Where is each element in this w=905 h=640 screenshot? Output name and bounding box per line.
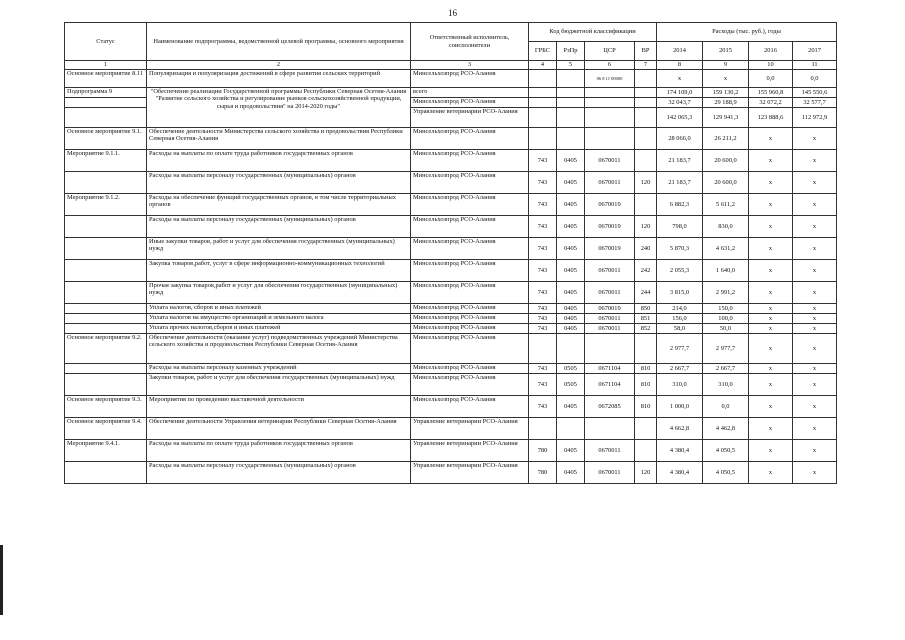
cell-executor: Минсельхозпрод РСО-Алания: [411, 314, 529, 324]
cell-2014: 2 667,7: [657, 364, 703, 374]
cell-rzpr: [557, 70, 585, 88]
cell-rzpr: [557, 418, 585, 440]
cell-2014: 4 380,4: [657, 462, 703, 484]
cell-2014: 4 380,4: [657, 440, 703, 462]
table-row: [65, 396, 837, 418]
table-body: [65, 61, 837, 484]
cell-executor: Минсельхозпрод РСО-Алания: [411, 128, 529, 150]
table-row: [65, 282, 837, 304]
column-index: 3: [411, 61, 529, 70]
cell-name: Расходы на обеспечение функций государственных органов, в том числе территориальных органов: [147, 194, 411, 216]
cell-2014: 5 870,3: [657, 238, 703, 260]
cell-2016: х: [749, 128, 793, 150]
cell-csr: 0670019: [585, 238, 635, 260]
cell-status: Основное мероприятие 9.2.: [65, 334, 147, 364]
cell-grbs: [529, 334, 557, 364]
header-grbs: ГРБС: [529, 42, 557, 61]
cell-vr: 810: [635, 364, 657, 374]
cell-2014: 214,0: [657, 304, 703, 314]
cell-executor: Управление ветеринарии РСО-Алания: [411, 418, 529, 440]
cell-grbs: 743: [529, 172, 557, 194]
cell-2015: 26 211,2: [703, 128, 749, 150]
cell-2017: х: [793, 364, 837, 374]
cell-vr: 852: [635, 324, 657, 334]
page-number: 16: [448, 8, 457, 18]
cell-grbs: 743: [529, 150, 557, 172]
cell-2017: 112 972,9: [793, 108, 837, 128]
cell-csr: 0670011: [585, 150, 635, 172]
cell-2015: х: [703, 70, 749, 88]
table-row: [65, 314, 837, 324]
cell-2016: х: [749, 150, 793, 172]
cell-status: [65, 108, 147, 128]
table-row: [65, 260, 837, 282]
cell-rzpr: 0505: [557, 364, 585, 374]
cell-2014: 2 055,3: [657, 260, 703, 282]
cell-executor: Управление ветеринарии РСО-Алания: [411, 108, 529, 128]
cell-2017: х: [793, 418, 837, 440]
cell-csr: [585, 98, 635, 108]
cell-rzpr: [557, 108, 585, 128]
header-year-2016: 2016: [749, 42, 793, 61]
cell-status: [65, 282, 147, 304]
cell-2015: 20 600,0: [703, 150, 749, 172]
cell-2017: х: [793, 172, 837, 194]
cell-2014: 21 183,7: [657, 150, 703, 172]
cell-rzpr: [557, 334, 585, 364]
cell-executor: Минсельхозпрод РСО-Алания: [411, 304, 529, 314]
cell-name: Уплата налогов на имущество организаций и земельного налога: [147, 314, 411, 324]
cell-2016: х: [749, 304, 793, 314]
cell-2015: 150,0: [703, 304, 749, 314]
cell-2015: 4 050,5: [703, 462, 749, 484]
cell-2015: 4 631,2: [703, 238, 749, 260]
cell-2016: х: [749, 216, 793, 238]
cell-2016: х: [749, 440, 793, 462]
cell-executor: Минсельхозпрод РСО-Алания: [411, 324, 529, 334]
cell-2017: х: [793, 314, 837, 324]
table-row: [65, 128, 837, 150]
cell-grbs: 743: [529, 260, 557, 282]
cell-csr: [585, 128, 635, 150]
cell-vr: 120: [635, 462, 657, 484]
table-row: [65, 324, 837, 334]
cell-2016: х: [749, 364, 793, 374]
cell-2015: 4 462,8: [703, 418, 749, 440]
cell-csr: 0672085: [585, 396, 635, 418]
cell-2017: х: [793, 282, 837, 304]
cell-2014: 1 000,0: [657, 396, 703, 418]
cell-status: [65, 260, 147, 282]
cell-name: Популяризация и популяризация достижений в сфере развития сельских территорий: [147, 70, 411, 88]
cell-csr: 0670011: [585, 314, 635, 324]
cell-executor: Минсельхозпрод РСО-Алания: [411, 282, 529, 304]
cell-grbs: [529, 128, 557, 150]
cell-2014: х: [657, 70, 703, 88]
cell-csr: 0670019: [585, 304, 635, 314]
cell-csr: 0670019: [585, 216, 635, 238]
cell-status: Основное мероприятие 9.4.: [65, 418, 147, 440]
cell-2015: 20 600,0: [703, 172, 749, 194]
cell-csr: 0671104: [585, 364, 635, 374]
cell-grbs: 743: [529, 238, 557, 260]
cell-2017: х: [793, 150, 837, 172]
cell-rzpr: 0405: [557, 440, 585, 462]
cell-status: [65, 172, 147, 194]
cell-2016: 32 072,2: [749, 98, 793, 108]
cell-2014: 32 043,7: [657, 98, 703, 108]
cell-rzpr: 0405: [557, 238, 585, 260]
cell-2015: 2 991,2: [703, 282, 749, 304]
cell-2014: 798,0: [657, 216, 703, 238]
cell-rzpr: [557, 128, 585, 150]
column-index: 1: [65, 61, 147, 70]
cell-2015: 29 188,9: [703, 98, 749, 108]
cell-rzpr: 0405: [557, 324, 585, 334]
table-row: [65, 304, 837, 314]
cell-2017: х: [793, 304, 837, 314]
column-index: 8: [657, 61, 703, 70]
cell-2017: х: [793, 334, 837, 364]
column-index: 7: [635, 61, 657, 70]
table-row: [65, 364, 837, 374]
cell-grbs: [529, 70, 557, 88]
cell-vr: [635, 98, 657, 108]
cell-csr: 06 8 11 00000: [585, 70, 635, 88]
cell-2016: х: [749, 194, 793, 216]
cell-status: [65, 364, 147, 374]
header-year-2017: 2017: [793, 42, 837, 61]
cell-csr: 0670011: [585, 324, 635, 334]
cell-grbs: [529, 418, 557, 440]
cell-2014: 174 109,0: [657, 88, 703, 98]
cell-status: [65, 304, 147, 314]
cell-rzpr: 0405: [557, 216, 585, 238]
cell-2014: 3 815,0: [657, 282, 703, 304]
cell-vr: [635, 128, 657, 150]
cell-csr: 0670011: [585, 462, 635, 484]
cell-2016: х: [749, 374, 793, 396]
cell-2017: х: [793, 324, 837, 334]
cell-2015: 5 611,2: [703, 194, 749, 216]
header-expenses: Расходы (тыс. руб.), годы: [657, 23, 837, 42]
cell-vr: [635, 108, 657, 128]
cell-name: Обеспечение деятельности (оказание услуг) подведомственных учреждений Министерства сельского хозяйства и продовольствия Республики Северная Осетия-Алания: [147, 334, 411, 364]
cell-csr: 0670011: [585, 172, 635, 194]
cell-vr: [635, 150, 657, 172]
cell-2016: х: [749, 334, 793, 364]
cell-executor: Управление ветеринарии РСО-Алания: [411, 440, 529, 462]
cell-vr: [635, 194, 657, 216]
cell-2015: 2 977,7: [703, 334, 749, 364]
cell-status: [65, 216, 147, 238]
cell-2016: 0,0: [749, 70, 793, 88]
cell-name: Расходы на выплаты персоналу государственных (муниципальных) органов: [147, 216, 411, 238]
cell-2017: х: [793, 216, 837, 238]
cell-grbs: [529, 108, 557, 128]
cell-status: [65, 462, 147, 484]
header-vr: ВР: [635, 42, 657, 61]
cell-2015: 4 050,5: [703, 440, 749, 462]
cell-executor: Минсельхозпрод РСО-Алания: [411, 98, 529, 108]
cell-status: Подпрограмма 9: [65, 88, 147, 98]
table-row: [65, 238, 837, 260]
cell-executor: Минсельхозпрод РСО-Алания: [411, 364, 529, 374]
table-row: [65, 462, 837, 484]
cell-grbs: 743: [529, 314, 557, 324]
cell-name: Расходы на выплаты по оплате труда работников государственных органов: [147, 150, 411, 172]
cell-2016: х: [749, 172, 793, 194]
table-row: [65, 334, 837, 364]
cell-2016: х: [749, 418, 793, 440]
cell-rzpr: [557, 88, 585, 98]
cell-2015: 50,0: [703, 324, 749, 334]
header-name: Наименование подпрограммы, ведомственной целевой программы, основного мероприятия: [147, 23, 411, 61]
cell-name: Обеспечение деятельности Министерства сельского хозяйства и продовольствия Республики Северная Осетия-Алания: [147, 128, 411, 150]
column-index: 2: [147, 61, 411, 70]
cell-executor: Минсельхозпрод РСО-Алания: [411, 374, 529, 396]
cell-csr: [585, 88, 635, 98]
cell-2017: х: [793, 194, 837, 216]
cell-status: Основное мероприятие 9.3.: [65, 396, 147, 418]
cell-grbs: 743: [529, 396, 557, 418]
cell-2014: 4 662,8: [657, 418, 703, 440]
cell-vr: 120: [635, 172, 657, 194]
cell-2017: 145 550,6: [793, 88, 837, 98]
cell-2015: 2 667,7: [703, 364, 749, 374]
cell-2017: х: [793, 260, 837, 282]
cell-csr: 0670019: [585, 194, 635, 216]
cell-rzpr: 0505: [557, 374, 585, 396]
scan-edge-mark: [0, 545, 3, 615]
cell-grbs: 743: [529, 364, 557, 374]
cell-executor: Минсельхозпрод РСО-Алания: [411, 238, 529, 260]
cell-executor: Минсельхозпрод РСО-Алания: [411, 150, 529, 172]
table-row: [65, 374, 837, 396]
column-index: 10: [749, 61, 793, 70]
header-executor: Ответственный исполнитель, соисполнители: [411, 23, 529, 61]
cell-csr: 0670011: [585, 260, 635, 282]
cell-vr: 810: [635, 374, 657, 396]
cell-name: Уплата прочих налогов,сборов и иных платежей: [147, 324, 411, 334]
cell-name: Расходы на выплаты персоналу казенных учреждений: [147, 364, 411, 374]
column-index: 5: [557, 61, 585, 70]
cell-2014: 310,0: [657, 374, 703, 396]
table-row: [65, 418, 837, 440]
cell-status: Основное мероприятие 9.1.: [65, 128, 147, 150]
cell-2016: х: [749, 238, 793, 260]
cell-vr: 120: [635, 216, 657, 238]
cell-2015: 100,0: [703, 314, 749, 324]
cell-rzpr: 0405: [557, 260, 585, 282]
cell-executor: Управление ветеринарии РСО-Алания: [411, 462, 529, 484]
cell-vr: [635, 70, 657, 88]
cell-2014: 156,0: [657, 314, 703, 324]
cell-grbs: 743: [529, 216, 557, 238]
cell-vr: 810: [635, 396, 657, 418]
cell-2015: 310,0: [703, 374, 749, 396]
cell-2017: х: [793, 238, 837, 260]
cell-vr: [635, 418, 657, 440]
cell-2017: 32 577,7: [793, 98, 837, 108]
cell-vr: [635, 334, 657, 364]
cell-2016: х: [749, 314, 793, 324]
cell-2017: х: [793, 128, 837, 150]
cell-executor: Минсельхозпрод РСО-Алания: [411, 396, 529, 418]
cell-grbs: 780: [529, 440, 557, 462]
column-index-row: [65, 61, 837, 70]
cell-grbs: 743: [529, 324, 557, 334]
header-csr: ЦСР: [585, 42, 635, 61]
cell-2015: 159 130,2: [703, 88, 749, 98]
cell-2016: х: [749, 324, 793, 334]
expenses-table: [64, 22, 837, 484]
cell-2014: 28 066,0: [657, 128, 703, 150]
cell-rzpr: 0405: [557, 462, 585, 484]
cell-vr: 851: [635, 314, 657, 324]
cell-executor: всего: [411, 88, 529, 98]
cell-status: [65, 324, 147, 334]
cell-rzpr: [557, 98, 585, 108]
cell-2017: х: [793, 374, 837, 396]
header-budget-code: Код бюджетной классификации: [529, 23, 657, 42]
cell-executor: Минсельхозпрод РСО-Алания: [411, 216, 529, 238]
cell-grbs: 743: [529, 282, 557, 304]
cell-2016: 155 960,8: [749, 88, 793, 98]
cell-grbs: 743: [529, 304, 557, 314]
cell-csr: [585, 418, 635, 440]
cell-name: "Обеспечение реализации Государственной программы Республики Северная Осетия-Алания "Развитие сельского хозяйства и регулирование рынков сельскохозяйственной продукции, сырья и продовольствия" на 2014-2020 годы": [147, 88, 411, 128]
cell-rzpr: 0405: [557, 150, 585, 172]
cell-2015: 0,0: [703, 396, 749, 418]
cell-status: [65, 374, 147, 396]
cell-2016: 123 888,6: [749, 108, 793, 128]
cell-name: Иные закупки товаров, работ и услуг для обеспечения государственных (муниципальных) нужд: [147, 238, 411, 260]
cell-2017: х: [793, 462, 837, 484]
cell-name: Прочая закупка товаров,работ и услуг для обеспечения государственных (муниципальных) нужд: [147, 282, 411, 304]
cell-name: Закупки товаров, работ и услуг для обеспечения государственных (муниципальных) нужд: [147, 374, 411, 396]
cell-vr: 242: [635, 260, 657, 282]
table-row: [65, 440, 837, 462]
cell-executor: Минсельхозпрод РСО-Алания: [411, 172, 529, 194]
cell-name: Расходы на выплаты персоналу государственных (муниципальных) органов: [147, 462, 411, 484]
cell-status: Мероприятие 9.1.2.: [65, 194, 147, 216]
cell-rzpr: 0405: [557, 194, 585, 216]
table-row: [65, 172, 837, 194]
header-status: Статус: [65, 23, 147, 61]
cell-2014: 58,0: [657, 324, 703, 334]
table-row: [65, 216, 837, 238]
cell-executor: Минсельхозпрод РСО-Алания: [411, 70, 529, 88]
cell-name: Обеспечение деятельности Управления ветеринарии Республики Северная Осетия-Алания: [147, 418, 411, 440]
header-year-2014: 2014: [657, 42, 703, 61]
column-index: 9: [703, 61, 749, 70]
column-index: 6: [585, 61, 635, 70]
cell-vr: 850: [635, 304, 657, 314]
cell-executor: Минсельхозпрод РСО-Алания: [411, 194, 529, 216]
header-rzpr: РзПр: [557, 42, 585, 61]
cell-csr: 0670011: [585, 282, 635, 304]
cell-name: Закупка товаров,работ, услуг в сфере информационно-коммуникационных технологий: [147, 260, 411, 282]
cell-status: Мероприятие 9.1.1.: [65, 150, 147, 172]
cell-2014: 21 183,7: [657, 172, 703, 194]
cell-rzpr: 0405: [557, 282, 585, 304]
cell-2015: 830,0: [703, 216, 749, 238]
cell-2016: х: [749, 260, 793, 282]
cell-grbs: [529, 88, 557, 98]
cell-vr: 240: [635, 238, 657, 260]
cell-rzpr: 0405: [557, 172, 585, 194]
cell-grbs: 780: [529, 462, 557, 484]
cell-rzpr: 0405: [557, 304, 585, 314]
cell-grbs: 743: [529, 374, 557, 396]
cell-2017: 0,0: [793, 70, 837, 88]
cell-csr: 0670011: [585, 440, 635, 462]
cell-name: Мероприятия по проведению выставочной деятельности: [147, 396, 411, 418]
table-row: [65, 70, 837, 88]
column-index: 4: [529, 61, 557, 70]
cell-status: [65, 314, 147, 324]
table-row: [65, 194, 837, 216]
cell-rzpr: 0405: [557, 314, 585, 324]
cell-name: Расходы на выплаты по оплате труда работников государственных органов: [147, 440, 411, 462]
cell-executor: Минсельхозпрод РСО-Алания: [411, 260, 529, 282]
cell-vr: [635, 88, 657, 98]
cell-vr: [635, 440, 657, 462]
cell-csr: [585, 334, 635, 364]
header-year-2015: 2015: [703, 42, 749, 61]
cell-grbs: 743: [529, 194, 557, 216]
cell-grbs: [529, 98, 557, 108]
cell-2017: х: [793, 396, 837, 418]
cell-2016: х: [749, 282, 793, 304]
cell-rzpr: 0405: [557, 396, 585, 418]
cell-executor: Минсельхозпрод РСО-Алания: [411, 334, 529, 364]
cell-2014: 142 065,3: [657, 108, 703, 128]
cell-2014: 6 882,3: [657, 194, 703, 216]
cell-2015: 1 640,0: [703, 260, 749, 282]
cell-vr: 244: [635, 282, 657, 304]
table-row: [65, 150, 837, 172]
cell-status: [65, 238, 147, 260]
cell-name: Уплата налогов, сборов и иных платежей: [147, 304, 411, 314]
cell-status: Основное мероприятие 8.11: [65, 70, 147, 88]
cell-status: [65, 98, 147, 108]
column-index: 11: [793, 61, 837, 70]
cell-2014: 2 977,7: [657, 334, 703, 364]
cell-2015: 129 941,3: [703, 108, 749, 128]
cell-name: Расходы на выплаты персоналу государственных (муниципальных) органов: [147, 172, 411, 194]
cell-2016: х: [749, 462, 793, 484]
cell-csr: 0671104: [585, 374, 635, 396]
cell-csr: [585, 108, 635, 128]
table-row: [65, 88, 837, 98]
cell-2016: х: [749, 396, 793, 418]
cell-2017: х: [793, 440, 837, 462]
cell-status: Мероприятие 9.4.1.: [65, 440, 147, 462]
